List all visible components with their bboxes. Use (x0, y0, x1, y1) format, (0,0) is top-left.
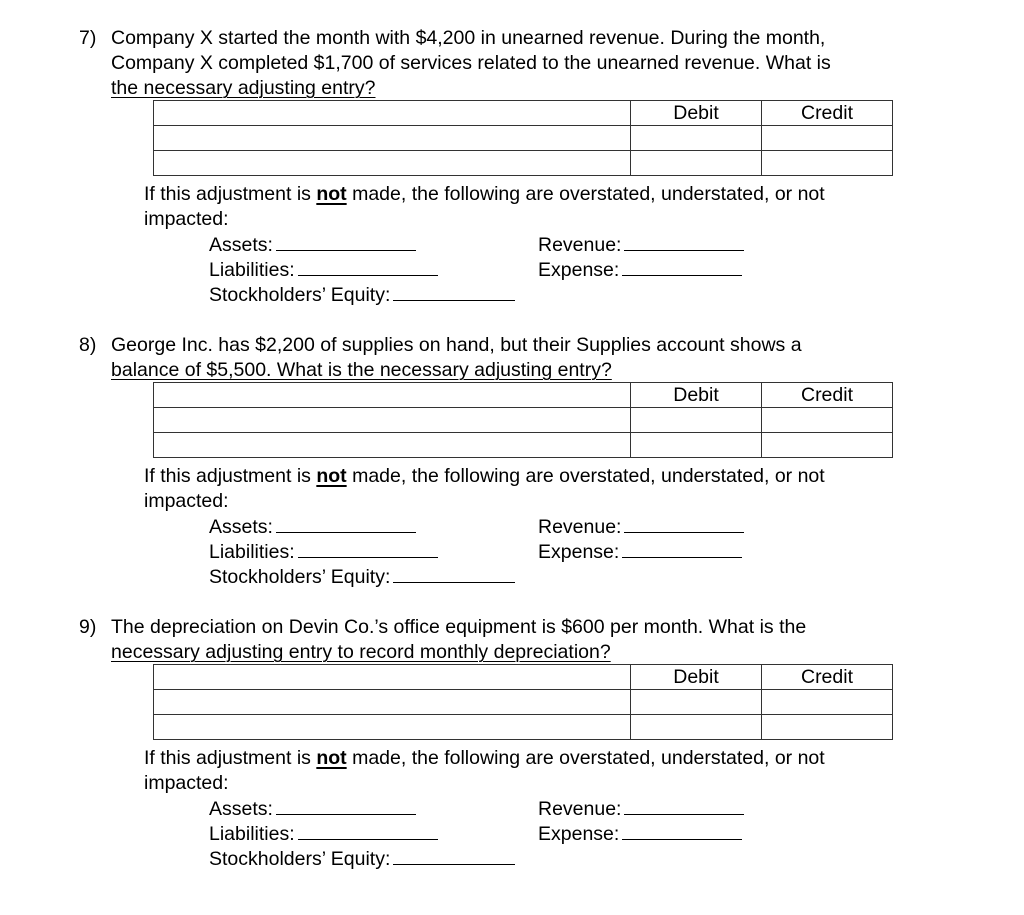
expense-field (538, 539, 742, 565)
impact-prompt (144, 746, 825, 771)
equity-field (209, 846, 515, 872)
assets-blank[interactable] (276, 232, 416, 251)
liabilities-label: Liabilities: (209, 541, 295, 563)
equity-blank[interactable] (393, 564, 515, 583)
expense-blank[interactable] (622, 257, 742, 276)
table-row (154, 126, 893, 151)
assets-label: Assets: (209, 234, 273, 256)
assets-label: Assets: (209, 516, 273, 538)
problem-number: 7) (79, 27, 97, 49)
revenue-blank[interactable] (624, 796, 744, 815)
table-header-row (154, 383, 893, 408)
impact-prompt (144, 182, 825, 207)
debit-cell[interactable] (631, 126, 762, 151)
table-header-row (154, 665, 893, 690)
equity-blank[interactable] (393, 846, 515, 865)
liabilities-label: Liabilities: (209, 823, 295, 845)
journal-entry-table (153, 100, 893, 176)
impact-prompt (144, 464, 825, 489)
account-cell[interactable] (154, 408, 631, 433)
table-row (154, 690, 893, 715)
credit-header: Credit (762, 665, 893, 690)
impact-prompt-text: made, the following are overstated, understated, or not (346, 465, 825, 487)
assets-field (209, 796, 416, 822)
account-cell[interactable] (154, 690, 631, 715)
liabilities-field (209, 821, 438, 847)
impact-prompt-text: made, the following are overstated, understated, or not (346, 747, 825, 769)
credit-cell[interactable] (762, 690, 893, 715)
liabilities-blank[interactable] (298, 539, 438, 558)
expense-label: Expense: (538, 823, 620, 845)
impact-prompt-text: If this adjustment is (144, 183, 317, 205)
equity-field (209, 282, 515, 308)
expense-blank[interactable] (622, 539, 742, 558)
expense-blank[interactable] (622, 821, 742, 840)
liabilities-field (209, 257, 438, 283)
equity-label: Stockholders’ Equity: (209, 566, 391, 588)
question-line: balance of $5,500. What is the necessary adjusting entry? (111, 359, 612, 381)
revenue-label: Revenue: (538, 798, 622, 820)
impact-prompt-text: made, the following are overstated, understated, or not (346, 183, 825, 205)
question-line: the necessary adjusting entry? (111, 77, 376, 99)
account-header-cell (154, 101, 631, 126)
credit-cell[interactable] (762, 408, 893, 433)
problem-7 (0, 26, 1024, 308)
liabilities-blank[interactable] (298, 821, 438, 840)
expense-field (538, 257, 742, 283)
account-cell[interactable] (154, 433, 631, 458)
expense-label: Expense: (538, 541, 620, 563)
debit-cell[interactable] (631, 408, 762, 433)
revenue-blank[interactable] (624, 514, 744, 533)
account-cell[interactable] (154, 151, 631, 176)
equity-label: Stockholders’ Equity: (209, 284, 391, 306)
question-line: The depreciation on Devin Co.’s office equipment is $600 per month. What is the (111, 616, 807, 638)
question-line: necessary adjusting entry to record monthly depreciation? (111, 641, 611, 663)
impact-prompt-line2: impacted: (144, 208, 229, 230)
credit-cell[interactable] (762, 151, 893, 176)
table-header-row (154, 101, 893, 126)
impact-prompt-text: If this adjustment is (144, 465, 317, 487)
assets-blank[interactable] (276, 796, 416, 815)
expense-field (538, 821, 742, 847)
liabilities-field (209, 539, 438, 565)
debit-header: Debit (631, 665, 762, 690)
journal-entry-table (153, 664, 893, 740)
impact-prompt-text: If this adjustment is (144, 747, 317, 769)
equity-field (209, 564, 515, 590)
revenue-label: Revenue: (538, 234, 622, 256)
credit-cell[interactable] (762, 715, 893, 740)
credit-cell[interactable] (762, 126, 893, 151)
question-line: George Inc. has $2,200 of supplies on hand, but their Supplies account shows a (111, 334, 802, 356)
problem-number: 9) (79, 616, 97, 638)
credit-cell[interactable] (762, 433, 893, 458)
journal-entry-table (153, 382, 893, 458)
question-line: Company X started the month with $4,200 in unearned revenue. During the month, (111, 27, 826, 49)
liabilities-blank[interactable] (298, 257, 438, 276)
account-cell[interactable] (154, 126, 631, 151)
debit-header: Debit (631, 101, 762, 126)
equity-label: Stockholders’ Equity: (209, 848, 391, 870)
revenue-field (538, 796, 744, 822)
liabilities-label: Liabilities: (209, 259, 295, 281)
table-row (154, 151, 893, 176)
debit-cell[interactable] (631, 690, 762, 715)
revenue-label: Revenue: (538, 516, 622, 538)
table-row (154, 433, 893, 458)
debit-cell[interactable] (631, 433, 762, 458)
impact-prompt-line2: impacted: (144, 490, 229, 512)
problem-8 (0, 333, 1024, 615)
expense-label: Expense: (538, 259, 620, 281)
revenue-field (538, 232, 744, 258)
assets-field (209, 232, 416, 258)
impact-prompt-emphasis: not (316, 465, 347, 487)
revenue-field (538, 514, 744, 540)
revenue-blank[interactable] (624, 232, 744, 251)
question-line: Company X completed $1,700 of services related to the unearned revenue. What is (111, 52, 831, 74)
debit-cell[interactable] (631, 151, 762, 176)
credit-header: Credit (762, 101, 893, 126)
table-row (154, 408, 893, 433)
account-header-cell (154, 665, 631, 690)
debit-header: Debit (631, 383, 762, 408)
assets-label: Assets: (209, 798, 273, 820)
account-header-cell (154, 383, 631, 408)
problem-9 (0, 615, 1024, 897)
debit-cell[interactable] (631, 715, 762, 740)
assets-field (209, 514, 416, 540)
impact-prompt-emphasis: not (316, 183, 347, 205)
impact-prompt-emphasis: not (316, 747, 347, 769)
credit-header: Credit (762, 383, 893, 408)
table-row (154, 715, 893, 740)
problem-number: 8) (79, 334, 97, 356)
equity-blank[interactable] (393, 282, 515, 301)
account-cell[interactable] (154, 715, 631, 740)
impact-prompt-line2: impacted: (144, 772, 229, 794)
assets-blank[interactable] (276, 514, 416, 533)
